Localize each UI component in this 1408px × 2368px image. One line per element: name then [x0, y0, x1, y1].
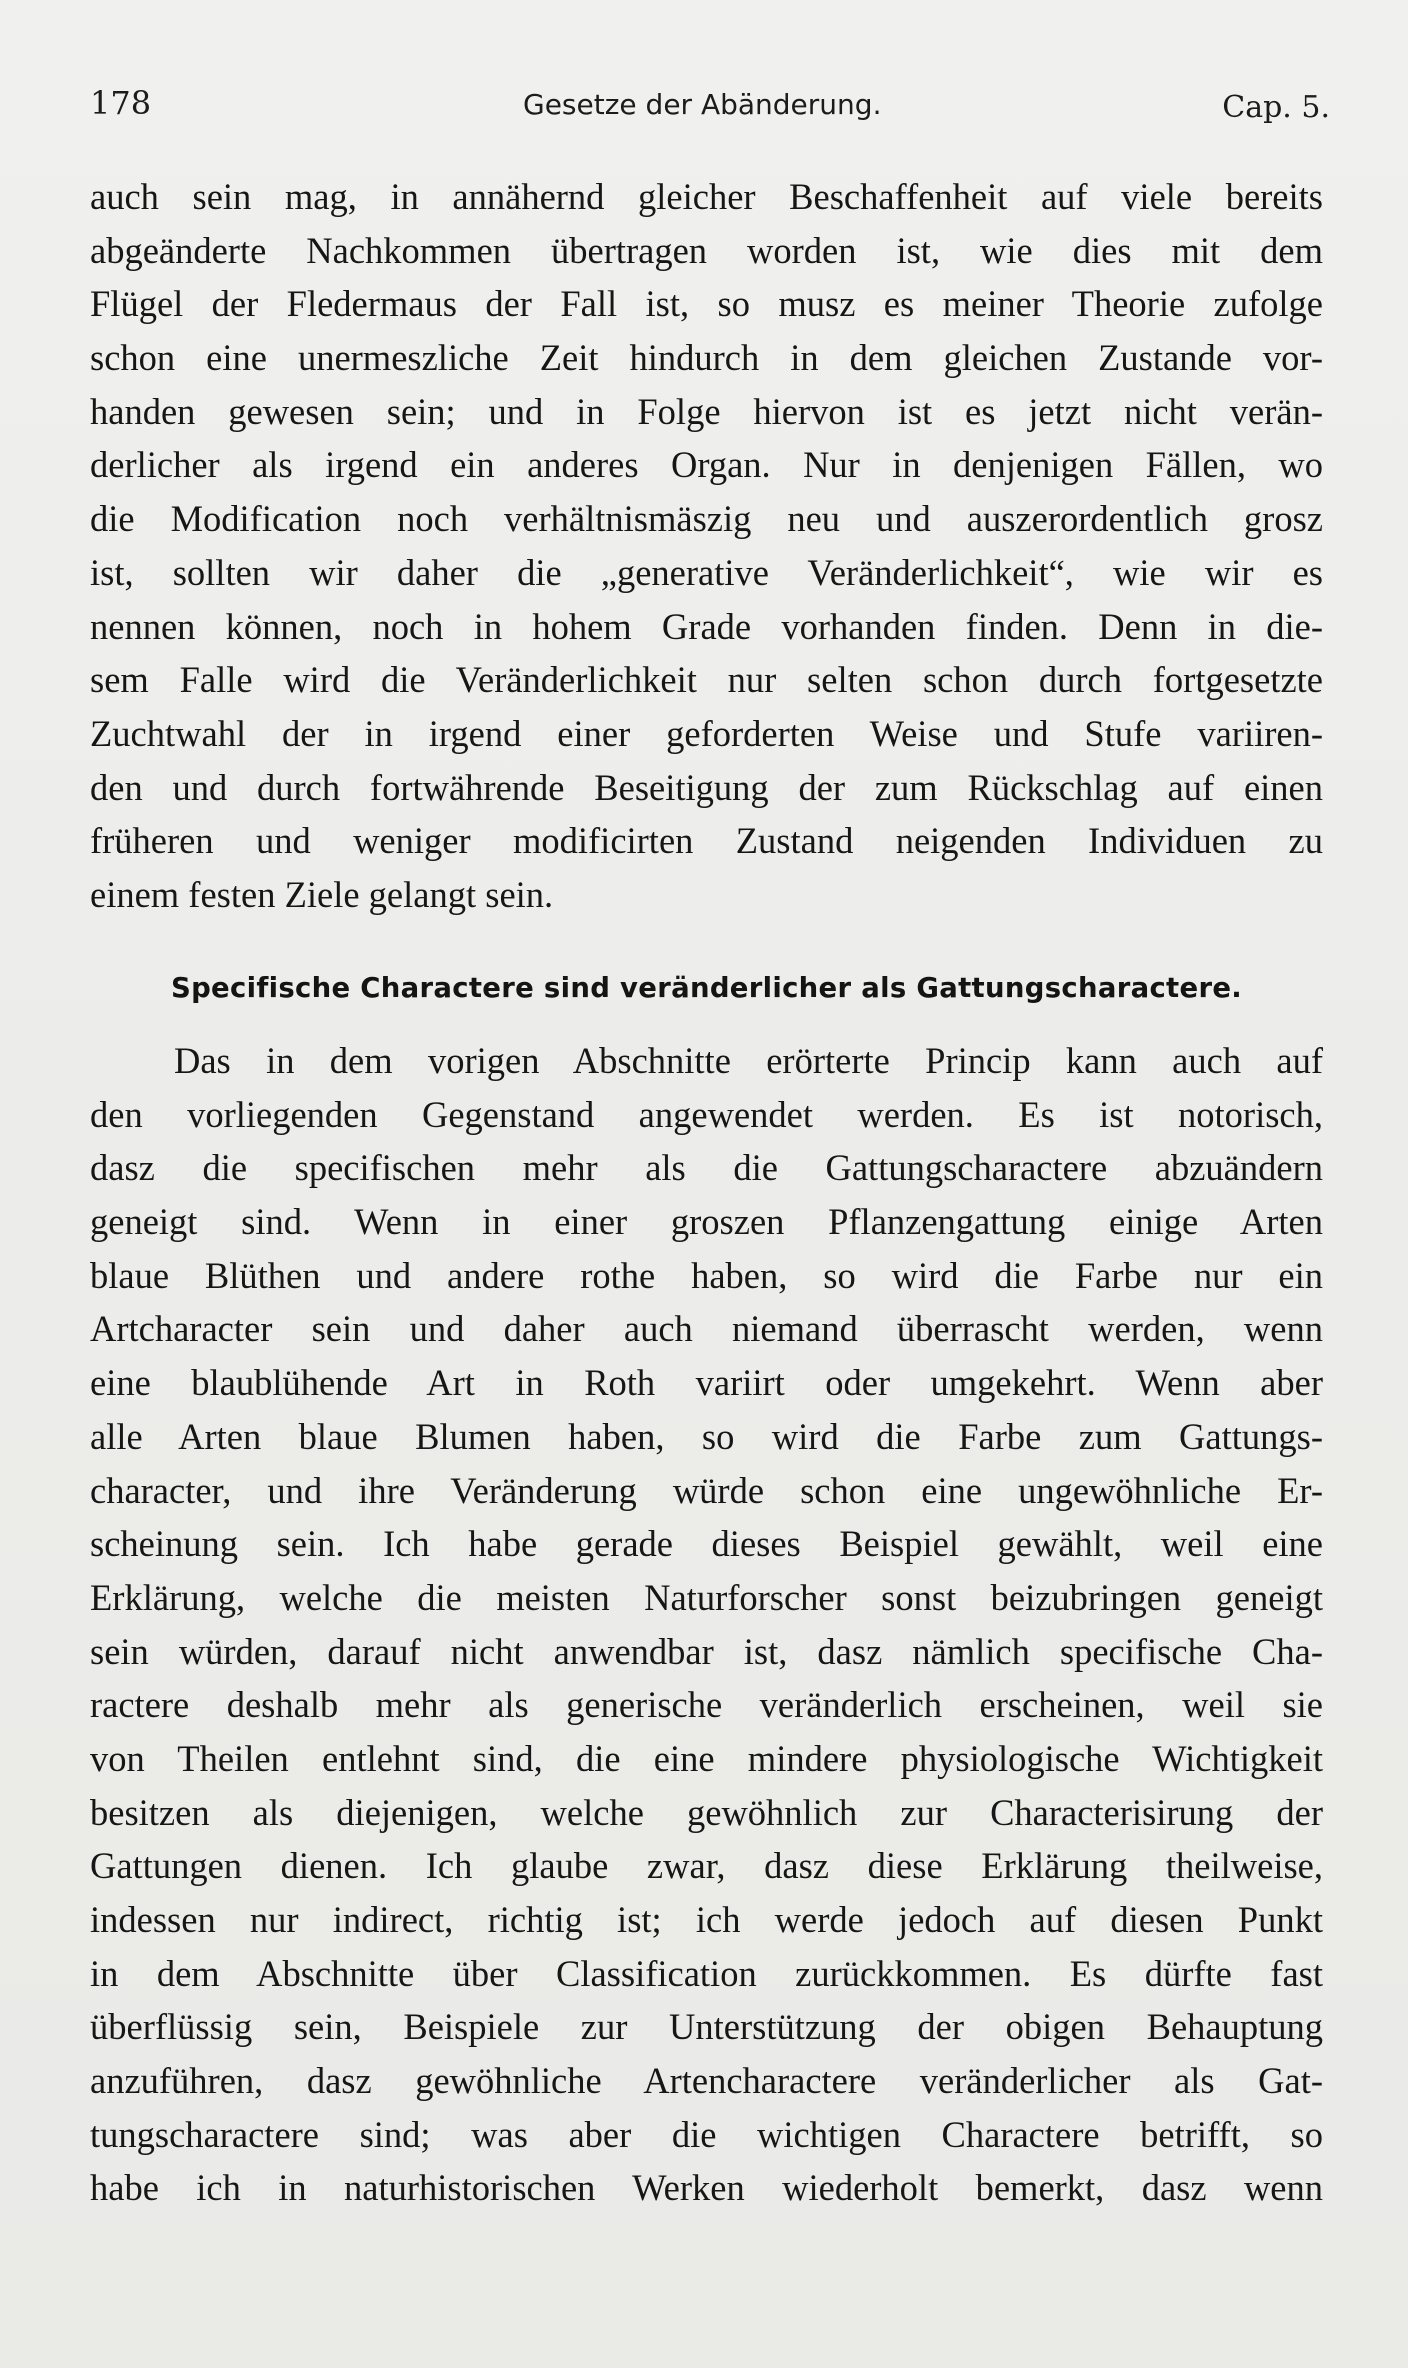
text-line: schon eine unermeszliche Zeit hindurch in dem gleichen Zustande vor- [90, 337, 1323, 379]
text-line: von Theilen entlehnt sind, die eine mindere physiologische Wichtigkeit [90, 1737, 1323, 1779]
text-line: Das in dem vorigen Abschnitte erörterte Princip kann auch auf [174, 1040, 1323, 1081]
text-line: einem festen Ziele gelangt sein. [90, 873, 554, 915]
text-line: den vorliegenden Gegenstand angewendet werden. Es ist notorisch, [90, 1093, 1323, 1135]
text-line: character, und ihre Veränderung würde schon eine ungewöhnliche Er- [90, 1469, 1323, 1511]
text-line: Erklärung, welche die meisten Naturforscher sonst beizubringen geneigt [90, 1576, 1323, 1618]
text-line: in dem Abschnitte über Classification zurückkommen. Es dürfte fast [90, 1952, 1323, 1994]
text-line: habe ich in naturhistorischen Werken wiederholt bemerkt, dasz wenn [90, 2167, 1323, 2209]
text-line: den und durch fortwährende Beseitigung der zum Rückschlag auf einen [90, 766, 1323, 808]
text-line: eine blaublühende Art in Roth variirt oder umgekehrt. Wenn aber [90, 1362, 1323, 1404]
text-line: blaue Blüthen und andere rothe haben, so wird die Farbe nur ein [90, 1254, 1323, 1296]
text-line: nennen können, noch in hohem Grade vorhanden finden. Denn in die- [90, 605, 1323, 647]
text-line: dasz die specifischen mehr als die Gattungscharactere abzuändern [90, 1147, 1323, 1189]
text-line: ractere deshalb mehr als generische veränderlich erscheinen, weil sie [90, 1684, 1323, 1726]
text-line: auch sein mag, in annähernd gleicher Beschaffenheit auf viele bereits [90, 176, 1323, 217]
text-line: Gattungen dienen. Ich glaube zwar, dasz diese Erklärung theilweise, [90, 1845, 1323, 1887]
text-line: sem Falle wird die Veränderlichkeit nur selten schon durch fortgesetzte [90, 659, 1323, 701]
text-line: geneigt sind. Wenn in einer groszen Pflanzengattung einige Arten [90, 1201, 1323, 1243]
text-line: früheren und weniger modificirten Zustand neigenden Individuen zu [90, 820, 1323, 862]
text-line: scheinung sein. Ich habe gerade dieses Beispiel gewählt, weil eine [90, 1523, 1323, 1565]
text-line: tungscharactere sind; was aber die wichtigen Charactere betrifft, so [90, 2113, 1323, 2155]
text-line: besitzen als diejenigen, welche gewöhnlich zur Characterisirung der [90, 1791, 1323, 1833]
text-line: anzuführen, dasz gewöhnliche Artencharactere veränderlicher als Gat- [90, 2060, 1323, 2102]
page-header [90, 84, 1330, 128]
paragraph-1 [90, 170, 1323, 922]
page-number: 178 [90, 84, 152, 122]
text-line: handen gewesen sein; und in Folge hiervon ist es jetzt nicht verän- [90, 390, 1323, 432]
text-line: die Modification noch verhältnismäszig neu und auszerordentlich grosz [90, 498, 1323, 540]
text-line: Artcharacter sein und daher auch niemand überrascht werden, wenn [90, 1308, 1323, 1350]
text-line: Zuchtwahl der in irgend einer geforderten Weise und Stufe variiren- [90, 712, 1323, 754]
text-line: sein würden, darauf nicht anwendbar ist, dasz nämlich specifische Cha- [90, 1630, 1323, 1672]
section-heading: Specifische Charactere sind veränderlicher als Gattungscharactere. [170, 972, 1243, 1004]
text-line: ist, sollten wir daher die „generative Veränderlichkeit“, wie wir es [90, 551, 1323, 593]
text-line: derlicher als irgend ein anderes Organ. Nur in denjenigen Fällen, wo [90, 444, 1323, 486]
text-line: überflüssig sein, Beispiele zur Unterstützung der obigen Behauptung [90, 2006, 1323, 2048]
paragraph-2 [90, 1034, 1323, 2215]
text-line: indessen nur indirect, richtig ist; ich werde jedoch auf diesen Punkt [90, 1899, 1323, 1940]
chapter-label: Cap. 5. [1222, 90, 1330, 125]
text-line: abgeänderte Nachkommen übertragen worden ist, wie dies mit dem [90, 229, 1323, 271]
text-line: alle Arten blaue Blumen haben, so wird die Farbe zum Gattungs- [90, 1415, 1323, 1457]
running-title: Gesetze der Abänderung. [523, 88, 882, 121]
text-line: Flügel der Fledermaus der Fall ist, so musz es meiner Theorie zufolge [90, 283, 1323, 325]
